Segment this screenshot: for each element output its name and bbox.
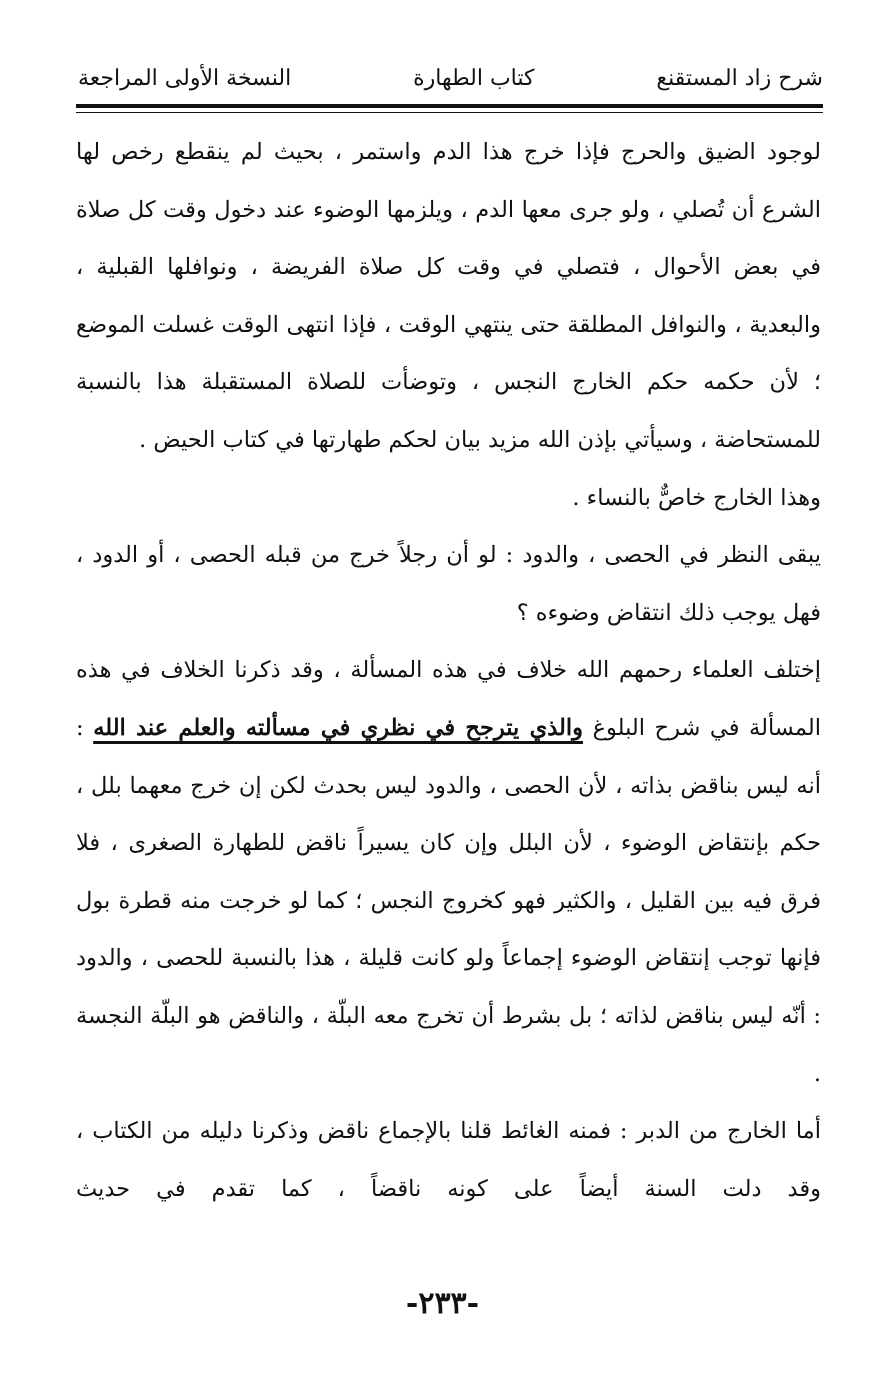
header-rule-thick bbox=[76, 104, 823, 108]
page-body bbox=[76, 124, 821, 1218]
book-title: شرح زاد المستقنع bbox=[656, 65, 823, 91]
paragraph-5: أما الخارج من الدبر : فمنه الغائط قلنا بالإجماع ناقض وذكرنا دليله من الكتاب ، وقد دلت السنة أيضاً على كونه ناقضاً ، كما تقدم في حديث bbox=[76, 1118, 821, 1202]
running-header bbox=[78, 58, 823, 98]
highlighted-opinion: والذي يترجح في نظري في مسألته والعلم عند الله bbox=[93, 714, 583, 741]
paragraph-4-intro: إختلف العلماء رحمهم الله خلاف في هذه المسألة ، وقد ذكرنا الخلاف في هذه المسألة في شرح البلوغ bbox=[76, 657, 821, 741]
edition-label: النسخة الأولى المراجعة bbox=[78, 65, 292, 91]
paragraph-4 bbox=[76, 642, 821, 1103]
paragraph-4-ruling: : أنه ليس بناقض بذاته ، لأن الحصى ، والدود ليس بحدث لكن إن خرج معهما بلل ، حكم بإنتقاض الوضوء ، لأن البلل وإن كان يسيراً ناقض للطهارة الصغرى ، فلا فرق فيه بين القليل ، والكثير فهو كخروج النجس ؛ كما لو خرجت منه قطرة بول فإنها توجب إنتقاض الوضوء إجماعاً ولو كانت قليلة ، هذا بالنسبة للحصى ، والدود : أنّه ليس بناقض لذاته ؛ بل بشرط أن تخرج معه البلّة ، والناقض هو البلّة النجسة . bbox=[76, 714, 821, 1087]
chapter-title: كتاب الطهارة bbox=[413, 65, 535, 91]
paragraph-2: وهذا الخارج خاصٌّ بالنساء . bbox=[572, 484, 821, 511]
paragraph-3: يبقى النظر في الحصى ، والدود : لو أن رجلاً خرج من قبله الحصى ، أو الدود ، فهل يوجب ذلك انتقاض وضوءه ؟ bbox=[76, 542, 821, 626]
paragraph-1: لوجود الضيق والحرج فإذا خرج هذا الدم واستمر ، بحيث لم ينقطع رخص لها الشرع أن تُصلي ، ولو جرى معها الدم ، ويلزمها الوضوء عند دخول وقت كل صلاة في بعض الأحوال ، فتصلي في وقت كل صلاة الفريضة ، ونوافلها القبلية ، والبعدية ، والنوافل المطلقة حتى ينتهي الوقت ، فإذا انتهى الوقت غسلت الموضع ؛ لأن حكمه حكم الخارج النجس ، وتوضأت للصلاة المستقبلة هذا بالنسبة للمستحاضة ، وسيأتي بإذن الله مزيد بيان لحكم طهارتها في كتاب الحيض . bbox=[76, 139, 821, 453]
page-number: -٢٣٣- bbox=[405, 1286, 480, 1321]
header-rule-thin bbox=[76, 112, 823, 113]
